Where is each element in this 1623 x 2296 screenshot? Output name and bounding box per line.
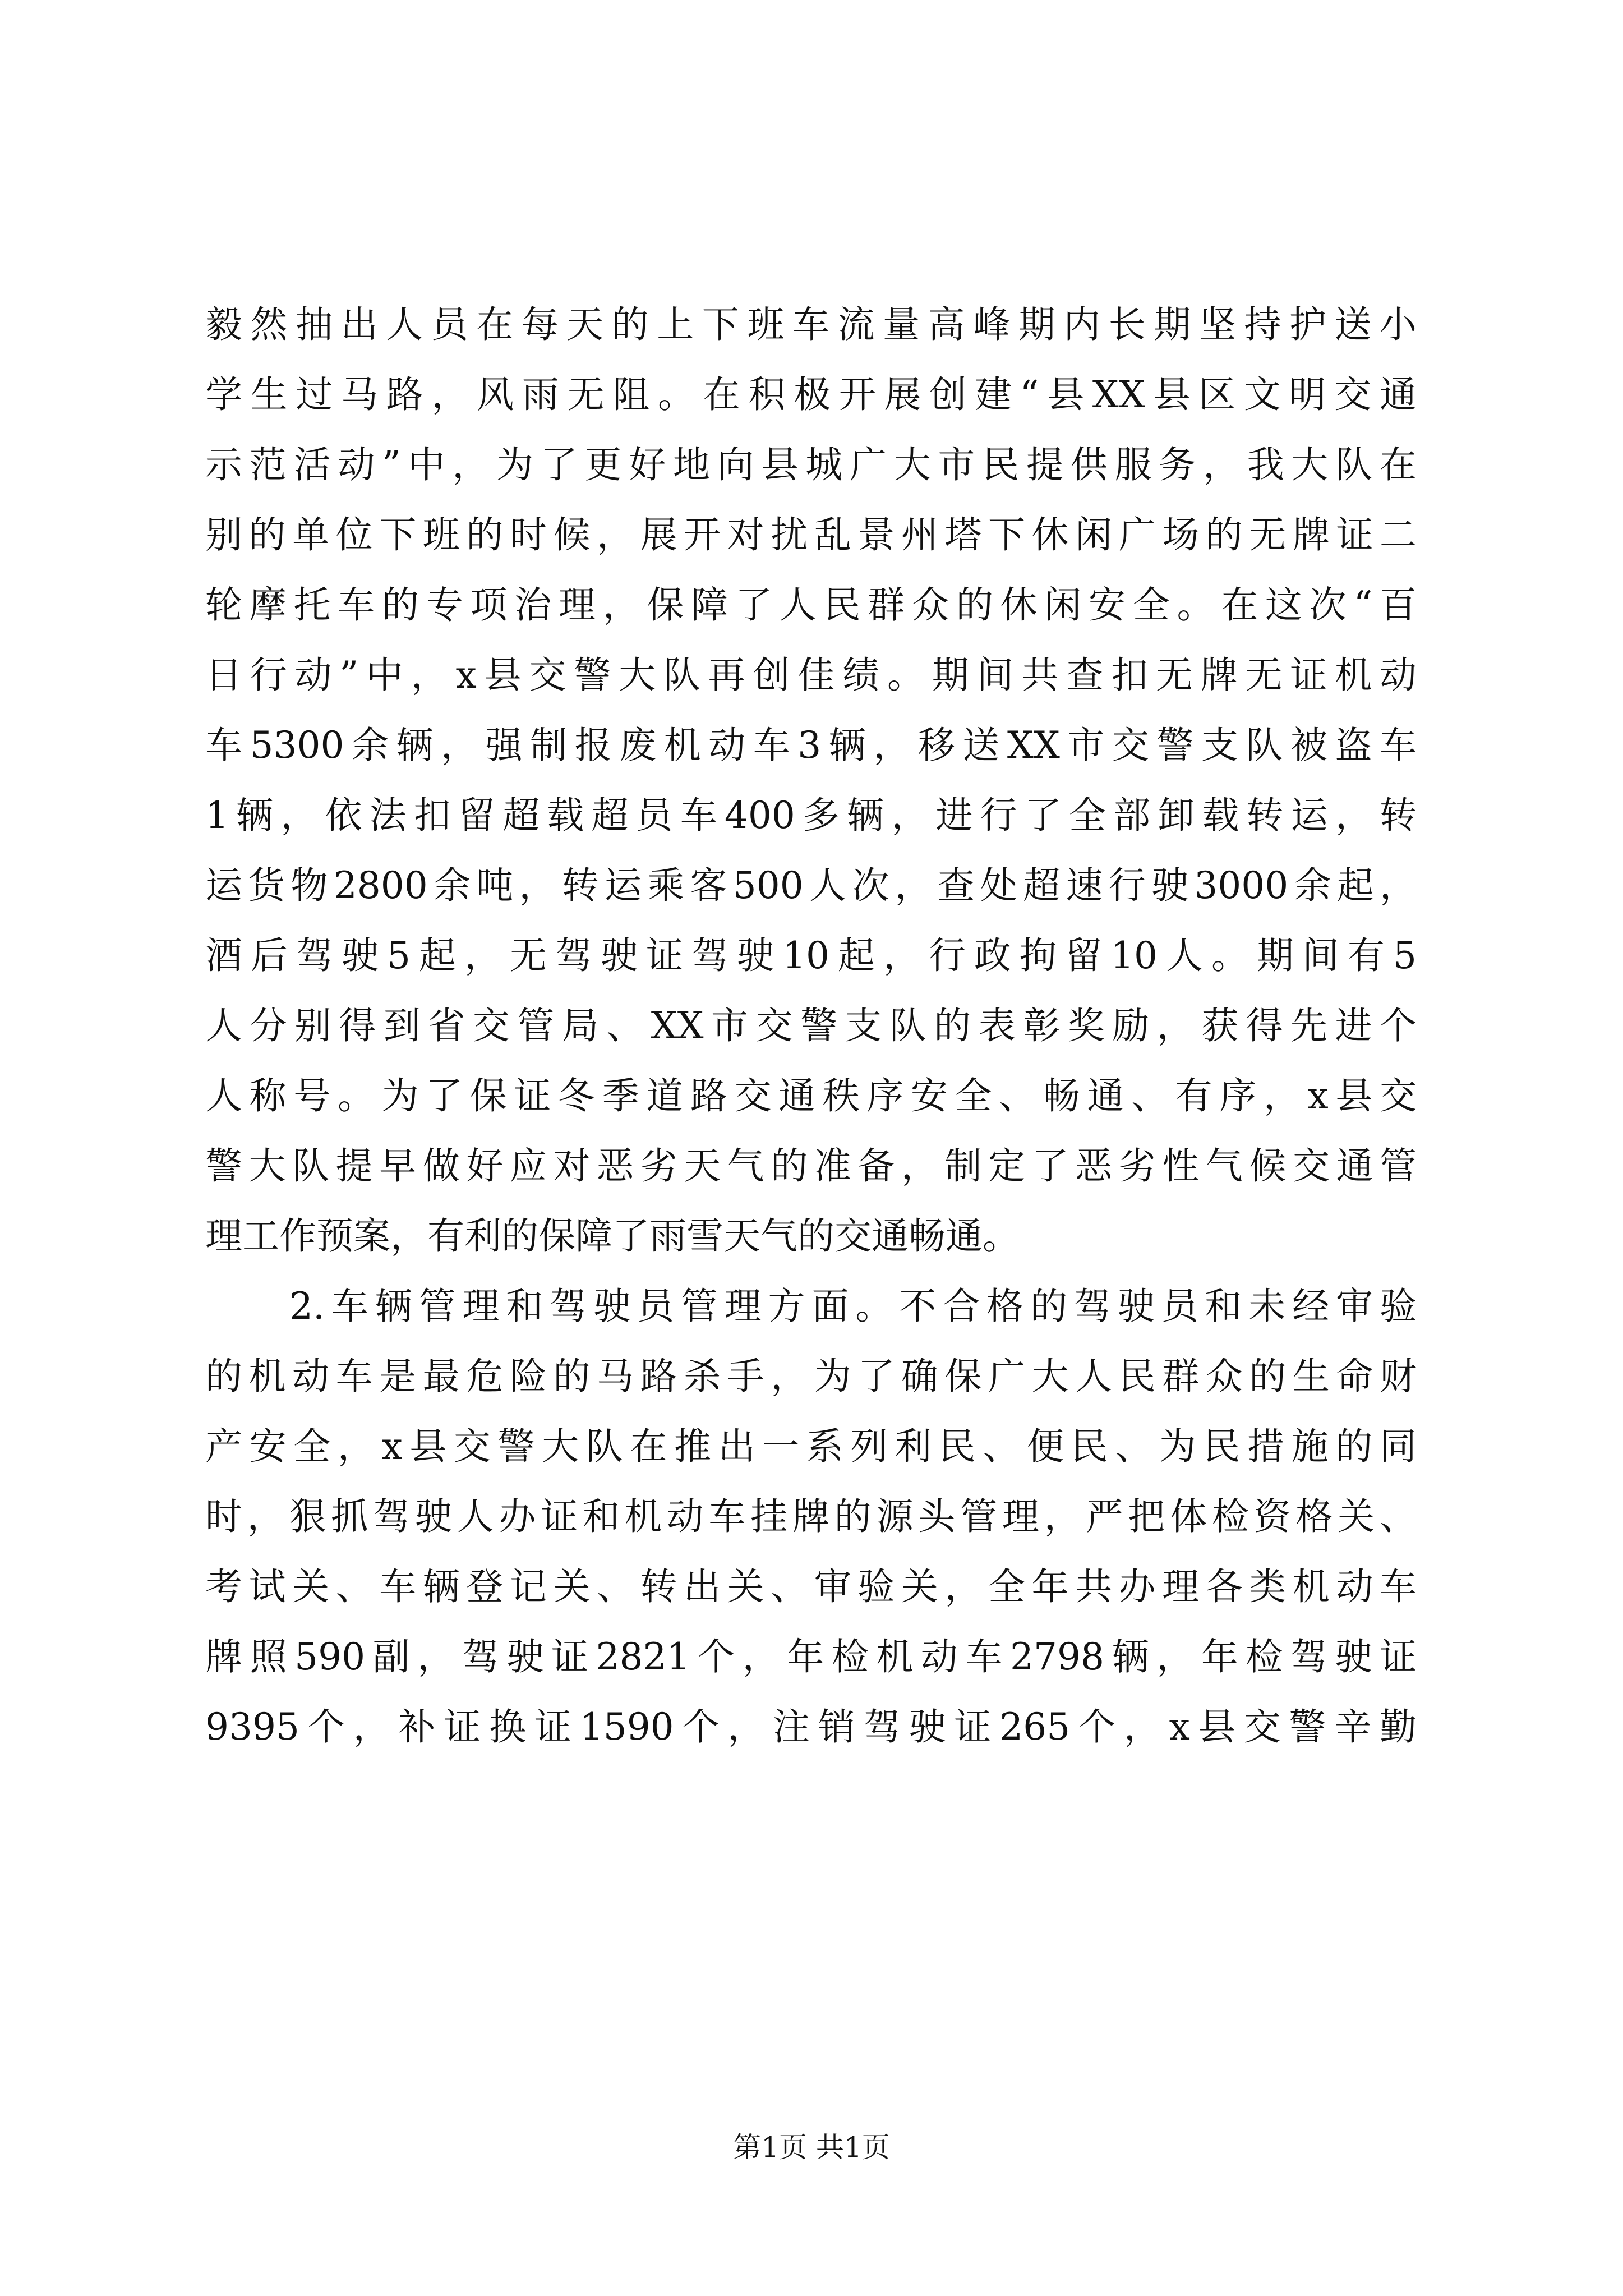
text-line: 人称号。为了保证冬季道路交通秩序安全、畅通、有序，x县交 [205, 1074, 1417, 1117]
text-line: 毅然抽出人员在每天的上下班车流量高峰期内长期坚持护送小 [205, 303, 1417, 346]
text-line: 车5300余辆，强制报废机动车3辆，移送XX市交警支队被盗车 [205, 724, 1417, 767]
text-line: 产安全，x县交警大队在推出一系列利民、便民、为民措施的同 [205, 1425, 1417, 1468]
text-line: 2.车辆管理和驾驶员管理方面。不合格的驾驶员和未经审验 [289, 1285, 1417, 1328]
text-line: 9395个，补证换证1590个，注销驾驶证265个，x县交警辛勤 [205, 1705, 1417, 1749]
text-line: 轮摩托车的专项治理，保障了人民群众的休闲安全。在这次“百 [205, 583, 1417, 627]
text-line: 牌照590副，驾驶证2821个，年检机动车2798辆，年检驾驶证 [205, 1635, 1417, 1678]
text-line: 人分别得到省交管局、XX市交警支队的表彰奖励，获得先进个 [205, 1004, 1417, 1047]
text-line: 别的单位下班的时候，展开对扰乱景州塔下休闲广场的无牌证二 [205, 513, 1417, 556]
document-body [205, 289, 1417, 1762]
text-line: 学生过马路，风雨无阻。在积极开展创建“县XX县区文明交通 [205, 373, 1417, 416]
text-line: 酒后驾驶5起，无驾驶证驾驶10起，行政拘留10人。期间有5 [205, 934, 1417, 977]
text-line: 时，狠抓驾驶人办证和机动车挂牌的源头管理，严把体检资格关、 [205, 1495, 1417, 1538]
text-line: 1辆，依法扣留超载超员车400多辆，进行了全部卸载转运，转 [205, 794, 1417, 837]
text-line: 考试关、车辆登记关、转出关、审验关，全年共办理各类机动车 [205, 1565, 1417, 1608]
text-line: 理工作预案，有利的保障了雨雪天气的交通畅通。 [205, 1214, 1020, 1258]
text-line: 运货物2800余吨，转运乘客500人次，查处超速行驶3000余起， [205, 864, 1417, 907]
text-line: 警大队提早做好应对恶劣天气的准备，制定了恶劣性气候交通管 [205, 1144, 1417, 1188]
text-line: 的机动车是最危险的马路杀手，为了确保广大人民群众的生命财 [205, 1355, 1417, 1398]
text-line: 示范活动”中，为了更好地向县城广大市民提供服务，我大队在 [205, 443, 1417, 486]
text-line: 日行动”中，x县交警大队再创佳绩。期间共查扣无牌无证机动 [205, 654, 1417, 697]
page-footer: 第1页 共1页 [733, 2131, 890, 2164]
